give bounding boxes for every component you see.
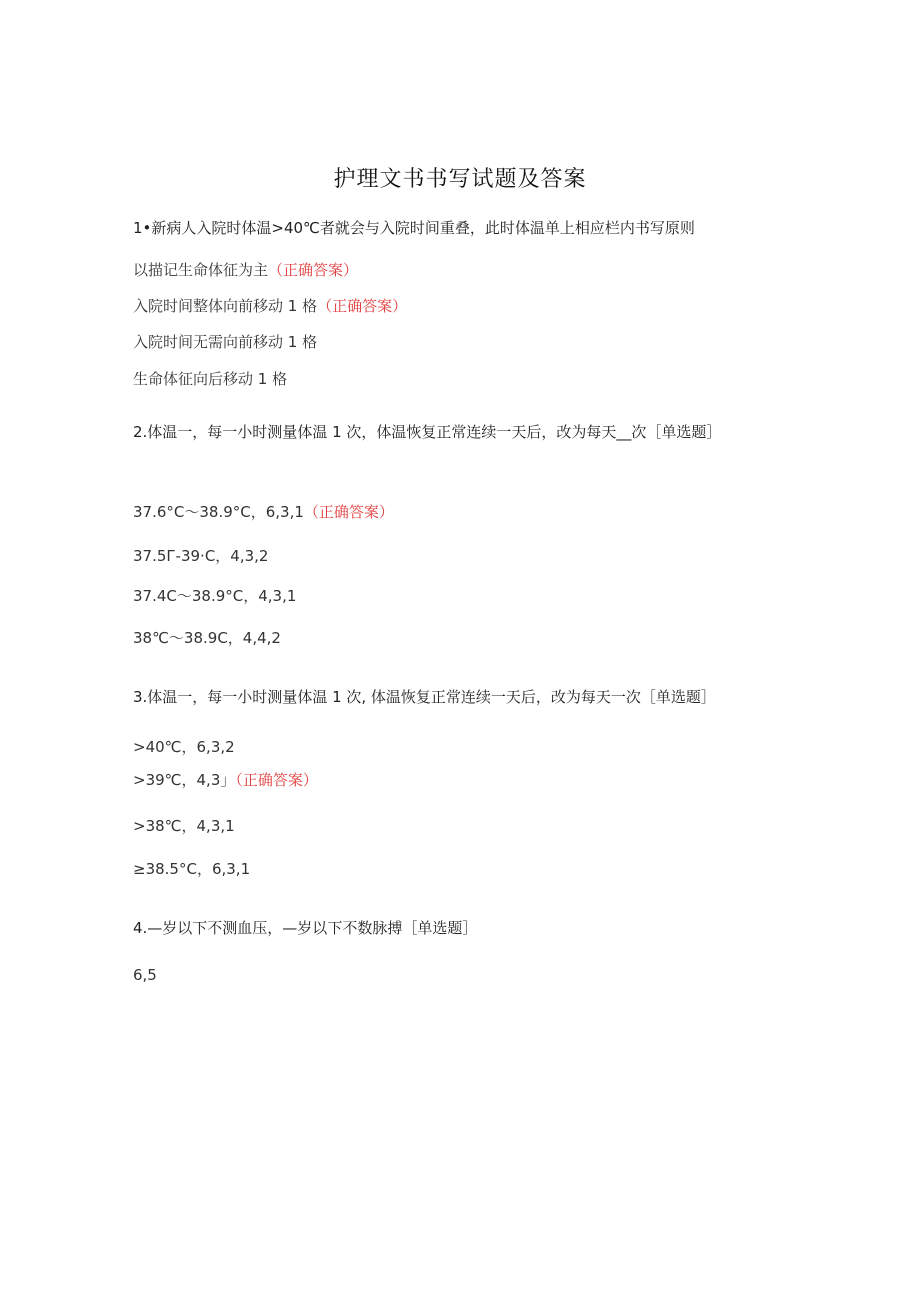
q3-option-4 bbox=[133, 858, 250, 880]
q1-option-1 bbox=[133, 259, 358, 281]
q3-option-3 bbox=[133, 815, 235, 837]
correct-answer-mark: （正确答案） bbox=[317, 297, 408, 315]
option-text: 入院时间整体向前移动 1 格 bbox=[133, 297, 318, 315]
q1-option-4 bbox=[133, 368, 287, 390]
option-text: 37.5Г-39·C，4,3,2 bbox=[133, 547, 269, 565]
q2-option-2 bbox=[133, 545, 268, 567]
q2-option-4 bbox=[133, 627, 281, 649]
correct-answer-mark: （正确答案） bbox=[303, 503, 394, 521]
question-3: 3.体温一，每一小时测量体温 1 次, 体温恢复正常连续一天后，改为每天一次［单选题］ bbox=[133, 688, 716, 706]
q2-option-1 bbox=[133, 501, 394, 523]
correct-answer-mark: （正确答案） bbox=[235, 771, 318, 789]
q1-option-2 bbox=[133, 295, 407, 317]
q1-option-3 bbox=[133, 331, 317, 353]
document-title: 护理文书书写试题及答案 bbox=[333, 167, 587, 192]
q3-option-1 bbox=[133, 736, 235, 758]
question-4: 4.—岁以下不测血压，—岁以下不数脉搏［单选题］ bbox=[133, 919, 478, 937]
option-text: 生命体征向后移动 1 格 bbox=[133, 370, 288, 388]
question-1: 1•新病人入院时体温>40℃者就会与入院时间重叠，此时体温单上相应栏内书写原则 bbox=[133, 219, 695, 237]
option-text: 37.6°C～38.9°C，6,3,1 bbox=[133, 503, 304, 521]
option-text: 37.4C～38.9°C，4,3,1 bbox=[133, 587, 297, 605]
option-text: >38℃，4,3,1 bbox=[133, 817, 235, 835]
q3-option-2 bbox=[133, 769, 318, 791]
option-text: 入院时间无需向前移动 1 格 bbox=[133, 333, 318, 351]
option-text: 6,5 bbox=[133, 966, 157, 984]
question-2: 2.体温一，每一小时测量体温 1 次，体温恢复正常连续一天后，改为每天__次［单选题］ bbox=[133, 423, 722, 441]
correct-answer-mark: （正确答案） bbox=[268, 261, 359, 279]
option-text: >39℃，4,3」 bbox=[133, 771, 236, 789]
option-text: 38℃～38.9C，4,4,2 bbox=[133, 629, 281, 647]
option-text: ≥38.5°C，6,3,1 bbox=[133, 860, 251, 878]
option-text: 以描记生命体征为主 bbox=[133, 261, 269, 279]
option-text: >40℃，6,3,2 bbox=[133, 738, 235, 756]
q2-option-3 bbox=[133, 585, 296, 607]
q4-option-1 bbox=[133, 964, 157, 986]
